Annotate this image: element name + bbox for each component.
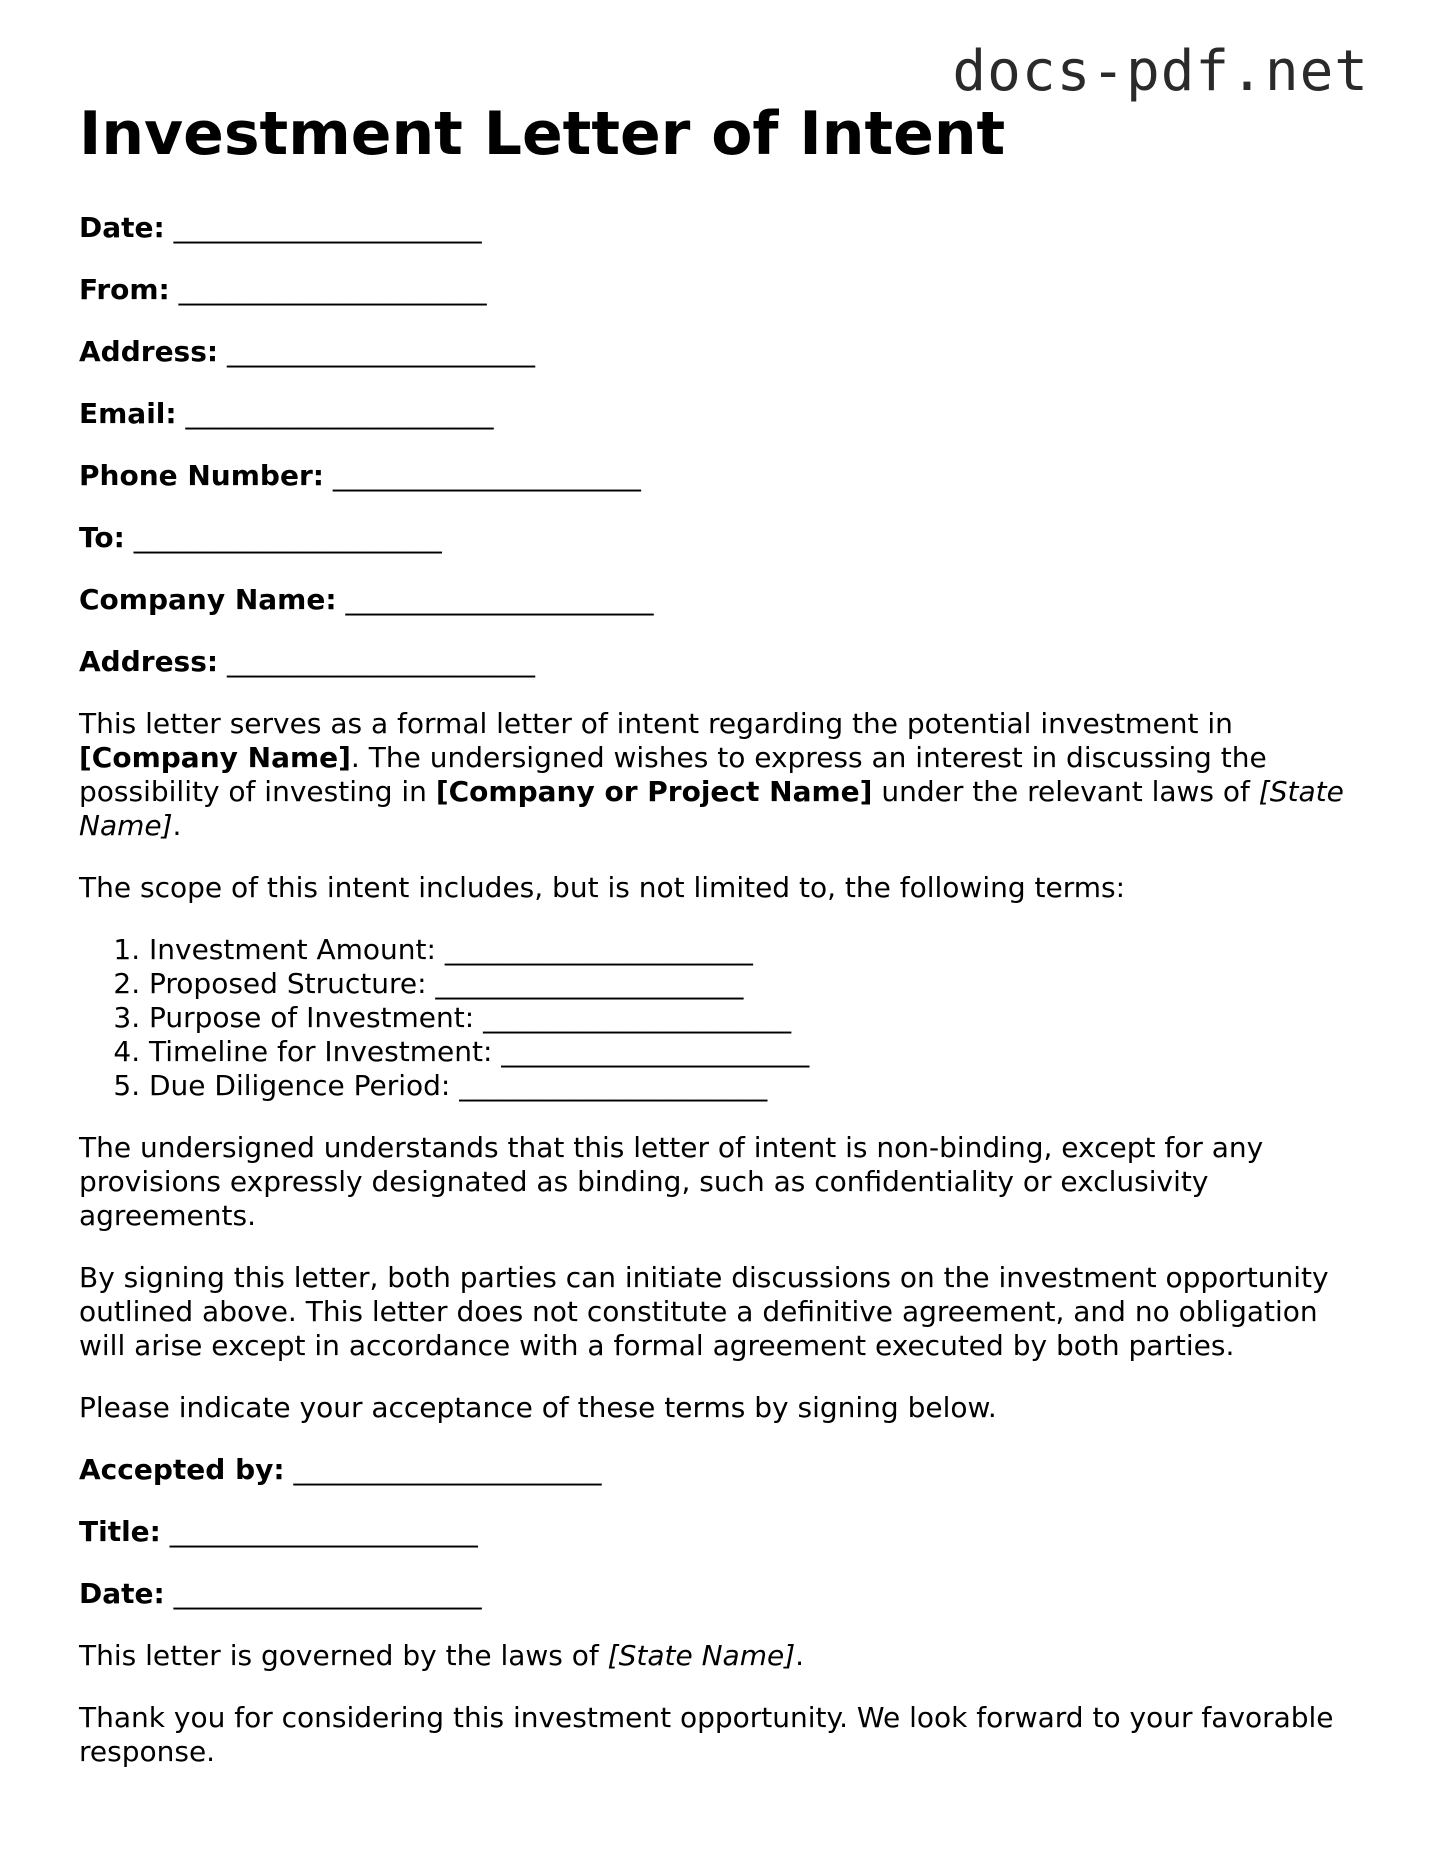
- closing-paragraph: Thank you for considering this investment opportunity. We look forward to your favorable response.: [79, 1701, 1334, 1768]
- phone-number-field[interactable]: [79, 459, 1369, 493]
- document-page: [79, 100, 1369, 1797]
- blank-line[interactable]: ______________________: [227, 335, 535, 368]
- project-name-placeholder: [Company or Project Name]: [435, 775, 873, 808]
- blank-line[interactable]: ______________________: [293, 1453, 602, 1486]
- to-address-field[interactable]: [79, 645, 1369, 679]
- term-item[interactable]: 2. Proposed Structure: ______________________: [149, 967, 1369, 1001]
- blank-line[interactable]: ______________________: [133, 521, 442, 554]
- field-label: Accepted by:: [79, 1453, 285, 1486]
- from-address-field[interactable]: [79, 335, 1369, 369]
- intro-paragraph: [79, 707, 1369, 843]
- term-item[interactable]: 3. Purpose of Investment: ______________________: [149, 1001, 1369, 1035]
- field-label: Company Name:: [79, 583, 337, 616]
- field-label: Title:: [79, 1515, 161, 1548]
- watermark: docs-pdf.net: [952, 39, 1369, 104]
- field-label: Phone Number:: [79, 459, 324, 492]
- intro-text: .: [172, 809, 182, 842]
- company-name-placeholder: [Company Name]: [79, 741, 351, 774]
- field-label: Email:: [79, 397, 177, 430]
- term-item[interactable]: 5. Due Diligence Period: ______________________: [149, 1069, 1369, 1103]
- email-field[interactable]: [79, 397, 1369, 431]
- blank-line[interactable]: ______________________: [185, 397, 494, 430]
- sign-date-field[interactable]: [79, 1577, 1369, 1611]
- term-item[interactable]: 4. Timeline for Investment: ______________________: [149, 1035, 1369, 1069]
- signing-paragraph: By signing this letter, both parties can initiate discussions on the investment opportunity outlined above. This letter does not constitute a definitive agreement, and no obligation will arise except in accordance with a formal agreement executed by both parties.: [79, 1261, 1329, 1362]
- blank-line[interactable]: ______________________: [332, 459, 641, 492]
- field-label: Date:: [79, 211, 165, 244]
- scope-paragraph: The scope of this intent includes, but is not limited to, the following terms:: [79, 871, 1126, 904]
- blank-line[interactable]: ______________________: [178, 273, 487, 306]
- state-name-placeholder: [State Name]: [607, 1639, 796, 1672]
- blank-line[interactable]: ______________________: [173, 1577, 482, 1610]
- blank-line[interactable]: ______________________: [345, 583, 654, 616]
- field-label: Date:: [79, 1577, 165, 1610]
- governing-text: This letter is governed by the laws of: [79, 1639, 608, 1672]
- field-label: From:: [79, 273, 170, 306]
- intro-text: . The undersigned wishes to express an interest in discussing the possibility of investing in: [79, 741, 1267, 808]
- accepted-by-field[interactable]: [79, 1453, 1369, 1487]
- state-name-placeholder: [State Name]: [79, 775, 1344, 842]
- intro-text: under the relevant laws of: [872, 775, 1259, 808]
- non-binding-paragraph: The undersigned understands that this letter of intent is non-binding, except for any provisions expressly designated as binding, such as confidentiality or exclusivity agreements.: [79, 1131, 1264, 1232]
- blank-line[interactable]: ______________________: [173, 211, 482, 244]
- field-label: Address:: [79, 645, 219, 678]
- blank-line[interactable]: ______________________: [169, 1515, 478, 1548]
- governing-law-paragraph: [79, 1639, 1369, 1673]
- acceptance-paragraph: Please indicate your acceptance of these terms by signing below.: [79, 1391, 997, 1424]
- from-field[interactable]: [79, 273, 1369, 307]
- document-title: Investment Letter of Intent: [79, 99, 1006, 169]
- intro-text: This letter serves as a formal letter of intent regarding the potential investment in: [79, 707, 1233, 740]
- governing-text: .: [795, 1639, 805, 1672]
- date-field[interactable]: [79, 211, 1369, 245]
- term-item[interactable]: 1. Investment Amount: ______________________: [149, 933, 1369, 967]
- field-label: Address:: [79, 335, 219, 368]
- company-name-field[interactable]: [79, 583, 1369, 617]
- blank-line[interactable]: ______________________: [227, 645, 535, 678]
- to-field[interactable]: [79, 521, 1369, 555]
- field-label: To:: [79, 521, 125, 554]
- title-field[interactable]: [79, 1515, 1369, 1549]
- terms-list: [79, 933, 1369, 1103]
